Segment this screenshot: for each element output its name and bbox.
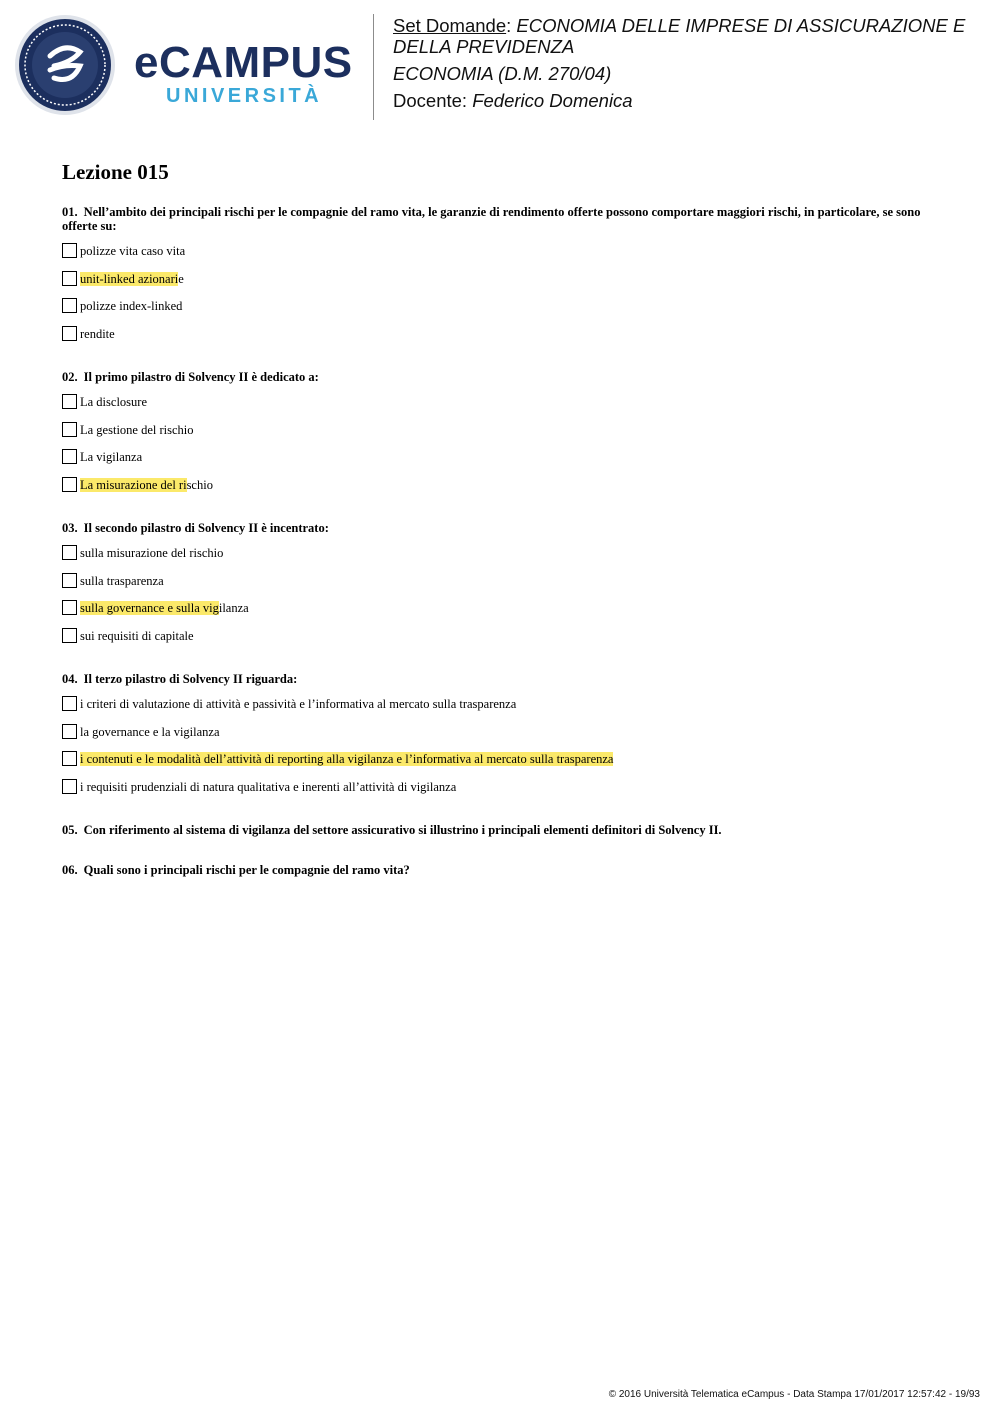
checkbox-icon[interactable] xyxy=(62,600,77,615)
question-number: 02. xyxy=(62,370,78,384)
teacher-line xyxy=(393,90,993,111)
teacher-name: Federico Domenica xyxy=(472,90,633,111)
option-text: la governance e la vigilanza xyxy=(80,725,220,739)
subject-line-1: ECONOMIA DELLE IMPRESE DI ASSICURAZIONE E xyxy=(511,15,966,36)
option-text: schio xyxy=(186,478,213,492)
checkbox-icon[interactable] xyxy=(62,477,77,492)
answer-option[interactable] xyxy=(62,573,164,589)
answer-option[interactable] xyxy=(62,394,147,410)
course-info xyxy=(393,15,993,117)
highlighted-text: sulla governance e sulla vig xyxy=(80,601,219,615)
checkbox-icon[interactable] xyxy=(62,449,77,464)
option-text: La gestione del rischio xyxy=(80,423,194,437)
option-text: sulla trasparenza xyxy=(80,574,164,588)
checkbox-icon[interactable] xyxy=(62,696,77,711)
question-04 xyxy=(62,672,942,686)
logo-wordmark: eCAMPUS xyxy=(134,38,353,87)
ecampus-seal-icon xyxy=(14,14,116,116)
checkbox-icon[interactable] xyxy=(62,394,77,409)
question-number: 04. xyxy=(62,672,78,686)
checkbox-icon[interactable] xyxy=(62,779,77,794)
answer-option[interactable] xyxy=(62,298,182,314)
answer-option[interactable] xyxy=(62,326,115,342)
checkbox-icon[interactable] xyxy=(62,422,77,437)
course-name: ECONOMIA (D.M. 270/04) xyxy=(393,63,612,84)
answer-option[interactable] xyxy=(62,477,213,493)
highlighted-text: unit-linked azionari xyxy=(80,272,179,286)
question-text: Il primo pilastro di Solvency II è dedicato a: xyxy=(83,370,319,384)
lesson-title: Lezione 015 xyxy=(62,160,169,184)
ecampus-logo xyxy=(134,38,364,116)
checkbox-icon[interactable] xyxy=(62,545,77,560)
answer-option[interactable] xyxy=(62,779,456,795)
option-text: sui requisiti di capitale xyxy=(80,629,194,643)
checkbox-icon[interactable] xyxy=(62,573,77,588)
answer-option[interactable] xyxy=(62,696,516,712)
option-text: polizze vita caso vita xyxy=(80,244,186,258)
question-number: 03. xyxy=(62,521,78,535)
question-03 xyxy=(62,521,942,535)
checkbox-icon[interactable] xyxy=(62,751,77,766)
answer-option[interactable] xyxy=(62,600,249,616)
checkbox-icon[interactable] xyxy=(62,298,77,313)
set-domande-line xyxy=(393,15,993,57)
question-number: 01. xyxy=(62,205,78,219)
option-text: i requisiti prudenziali di natura qualitativa e inerenti all’attività di vigilanza xyxy=(80,780,457,794)
option-text: rendite xyxy=(80,327,115,341)
option-text: i criteri di valutazione di attività e passività e l’informativa al mercato sulla trasparenza xyxy=(80,697,517,711)
question-text: Il secondo pilastro di Solvency II è incentrato: xyxy=(83,521,329,535)
logo-subtitle: UNIVERSITÀ xyxy=(166,85,323,107)
teacher-label: Docente: xyxy=(393,90,473,111)
set-label: Set Domande xyxy=(393,15,507,36)
set-colon: : xyxy=(506,15,512,36)
answer-option[interactable] xyxy=(62,271,184,287)
highlighted-text: i contenuti e le modalità dell’attività di reporting alla vigilanza e l’informativa al mercato sulla trasparenza xyxy=(80,752,614,766)
answer-option[interactable] xyxy=(62,545,223,561)
answer-option[interactable] xyxy=(62,751,613,767)
question-text: Nell’ambito dei principali rischi per le compagnie del ramo vita, le garanzie di rendimento offerte possono comportare maggiori rischi, in particolare, se sono xyxy=(83,205,921,219)
course-line xyxy=(393,63,993,84)
question-05 xyxy=(62,823,942,837)
subject-line-2: DELLA PREVIDENZA xyxy=(393,36,575,57)
question-text: Quali sono i principali rischi per le compagnie del ramo vita? xyxy=(83,863,410,877)
question-text-cont: offerte su: xyxy=(62,219,117,233)
question-01 xyxy=(62,205,942,233)
header-divider xyxy=(373,14,374,120)
answer-option[interactable] xyxy=(62,449,142,465)
page-footer: © 2016 Università Telematica eCampus - Data Stampa 17/01/2017 12:57:42 - 19/93 xyxy=(608,1389,980,1400)
question-number: 06. xyxy=(62,863,78,877)
option-text: La vigilanza xyxy=(80,450,143,464)
answer-option[interactable] xyxy=(62,628,194,644)
question-number: 05. xyxy=(62,823,78,837)
question-02 xyxy=(62,370,942,384)
option-text: La disclosure xyxy=(80,395,147,409)
checkbox-icon[interactable] xyxy=(62,243,77,258)
answer-option[interactable] xyxy=(62,243,185,259)
question-text: Il terzo pilastro di Solvency II riguarda: xyxy=(83,672,298,686)
checkbox-icon[interactable] xyxy=(62,271,77,286)
option-text: e xyxy=(178,272,184,286)
question-06 xyxy=(62,863,942,877)
checkbox-icon[interactable] xyxy=(62,724,77,739)
option-text: polizze index-linked xyxy=(80,299,183,313)
question-text: Con riferimento al sistema di vigilanza del settore assicurativo si illustrino i principali elementi definitori di Solvency II. xyxy=(83,823,722,837)
checkbox-icon[interactable] xyxy=(62,326,77,341)
page-header xyxy=(0,0,1000,130)
highlighted-text: La misurazione del ri xyxy=(80,478,187,492)
answer-option[interactable] xyxy=(62,422,194,438)
option-text: sulla misurazione del rischio xyxy=(80,546,224,560)
answer-option[interactable] xyxy=(62,724,220,740)
option-text: ilanza xyxy=(218,601,249,615)
checkbox-icon[interactable] xyxy=(62,628,77,643)
